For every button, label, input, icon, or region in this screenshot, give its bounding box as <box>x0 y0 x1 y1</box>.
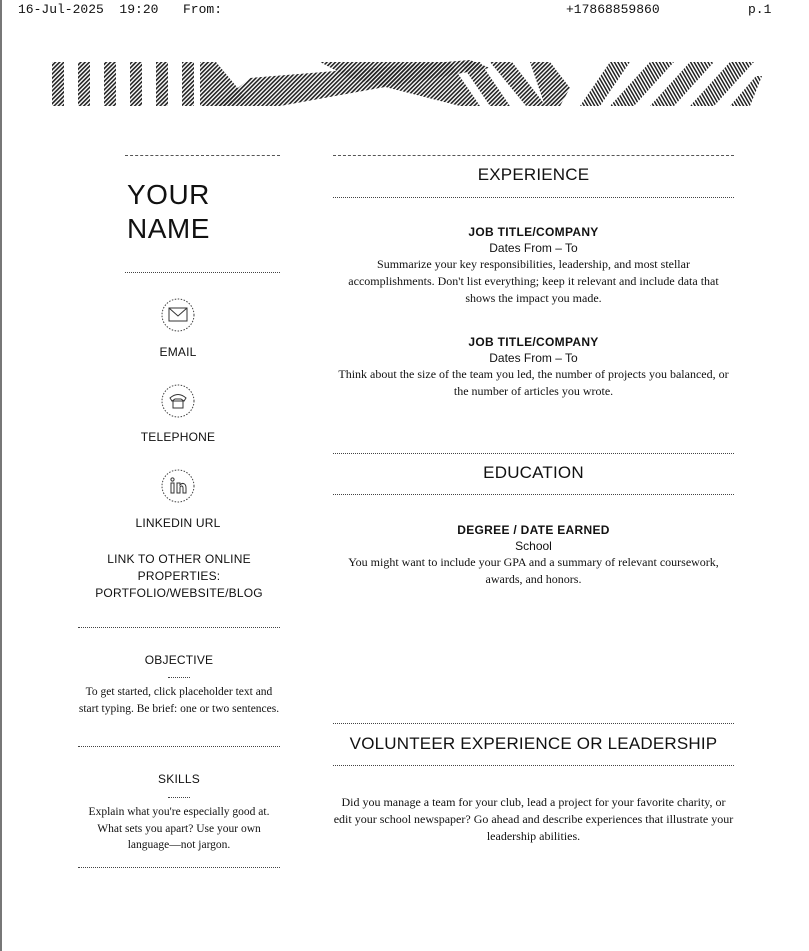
job-2-title: JOB TITLE/COMPANY <box>468 335 599 349</box>
banner-right-stripes <box>580 62 762 106</box>
volunteer-top-rule <box>333 723 734 724</box>
skills-bottom-rule <box>78 867 280 868</box>
volunteer-bottom-rule <box>333 765 734 766</box>
experience-bottom-rule <box>333 197 734 198</box>
volunteer-description: Did you manage a team for your club, lead a project for your favorite charity, or edit your school newspaper? Go ahead and describe experiences that illustrate your leadership abilities. <box>333 795 734 843</box>
online-properties-line-3: PORTFOLIO/WEBSITE/BLOG <box>95 586 263 600</box>
job-1-dates: Dates From – To <box>489 241 578 255</box>
experience-job-2 <box>333 335 734 400</box>
skills-title: SKILLS <box>158 772 200 786</box>
education-entry <box>333 523 734 588</box>
job-1-title: JOB TITLE/COMPANY <box>468 225 599 239</box>
education-bottom-rule <box>333 494 734 495</box>
name-line-2: NAME <box>127 213 210 244</box>
skills-top-rule <box>78 746 280 747</box>
experience-title: EXPERIENCE <box>477 165 590 184</box>
online-properties-line-1: LINK TO OTHER ONLINE <box>107 552 251 566</box>
objective-title-underline <box>168 677 190 678</box>
fax-header <box>0 2 809 18</box>
fax-page-number: p.1 <box>748 2 772 17</box>
online-properties-label <box>78 551 280 602</box>
education-title: EDUCATION <box>483 463 584 482</box>
job-1-description: Summarize your key responsibilities, leadership, and most stellar accomplishments. Don't list everything; keep it relevant and include data that shows the impact you made. <box>348 257 719 305</box>
objective-top-rule <box>78 627 280 628</box>
your-name <box>127 178 287 246</box>
objective-text: To get started, click placeholder text and start typing. Be brief: one or two sentences. <box>78 686 280 715</box>
linkedin-label: LINKEDIN URL <box>135 516 221 530</box>
telephone-icon <box>160 383 196 419</box>
education-top-rule <box>333 453 734 454</box>
name-line-1: YOUR <box>127 179 210 210</box>
school-name: School <box>515 539 552 553</box>
job-2-dates: Dates From – To <box>489 351 578 365</box>
sidebar-top-rule <box>125 155 280 156</box>
education-description: You might want to include your GPA and a summary of relevant coursework, awards, and honors. <box>348 555 719 586</box>
decorative-banner <box>50 58 764 110</box>
telephone-label: TELEPHONE <box>140 430 216 444</box>
fax-datetime: 16-Jul-2025 19:20 <box>18 2 159 17</box>
page-left-edge <box>0 0 2 951</box>
job-2-description: Think about the size of the team you led, the number of projects you balanced, or the number of articles you wrote. <box>338 367 729 398</box>
skills-text: Explain what you're especially good at. What sets you apart? Use your own language—not jargon. <box>88 806 270 851</box>
envelope-icon <box>160 297 196 333</box>
volunteer-title: VOLUNTEER EXPERIENCE OR LEADERSHIP <box>349 734 718 753</box>
objective-title: OBJECTIVE <box>144 653 214 667</box>
fax-from-label: From: <box>183 2 223 17</box>
online-properties-line-2: PROPERTIES: <box>137 569 221 583</box>
degree-title: DEGREE / DATE EARNED <box>457 523 610 537</box>
experience-top-rule <box>333 155 734 156</box>
sidebar-name-rule <box>125 272 280 273</box>
banner-stripes <box>52 60 570 106</box>
fax-phone: +17868859860 <box>566 2 660 17</box>
experience-job-1 <box>333 225 734 307</box>
skills-title-underline <box>168 797 190 798</box>
linkedin-icon <box>160 468 196 504</box>
email-label: EMAIL <box>159 345 197 359</box>
